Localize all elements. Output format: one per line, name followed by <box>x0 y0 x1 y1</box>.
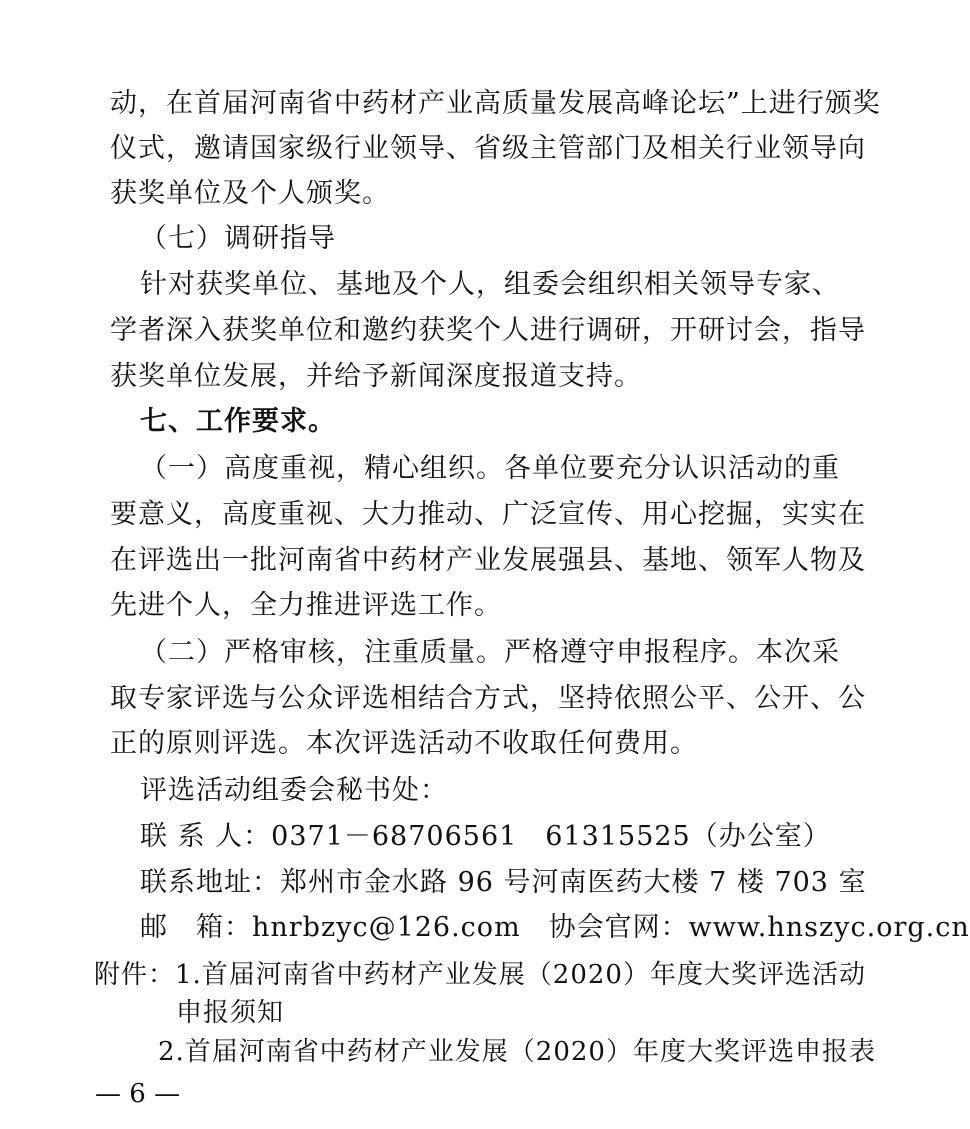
contact-org: 评选活动组委会秘书处： <box>140 775 448 807</box>
paragraph-line: 针对获奖单位、基地及个人，组委会组织相关领导专家、 <box>140 269 840 301</box>
attachment-line: 附件：1.首届河南省中药材产业发展（2020）年度大奖评选活动 <box>94 960 866 991</box>
page-number: — 6 — <box>95 1079 181 1109</box>
paragraph-line: 获奖单位发展，并给予新闻深度报道支持。 <box>110 360 642 392</box>
paragraph-line: 在评选出一批河南省中药材产业发展强县、基地、领军人物及 <box>110 544 866 576</box>
attachment-line: 2.首届河南省中药材产业发展（2020）年度大奖评选申报表 <box>158 1036 876 1067</box>
paragraph-line: 仪式，邀请国家级行业领导、省级主管部门及相关行业领导向 <box>110 132 866 164</box>
attachment-line: 申报须知 <box>176 998 285 1029</box>
paragraph-line: （一）高度重视，精心组织。各单位要充分认识活动的重 <box>140 453 840 485</box>
paragraph-line: 取专家评选与公众评选相结合方式，坚持依照公平、公开、公 <box>110 682 866 714</box>
contact-email: 邮 箱：hnrbzyc@126.com 协会官网：www.hnszyc.org.cn <box>140 912 970 944</box>
paragraph-line: 动，在首届河南省中药材产业高质量发展高峰论坛”上进行颁奖 <box>110 88 881 119</box>
contact-phone: 联 系 人：0371－68706561 61315525（办公室） <box>140 820 831 852</box>
section-heading: 七、工作要求。 <box>140 406 336 438</box>
section-heading: （七）调研指导 <box>140 223 336 255</box>
paragraph-line: 正的原则评选。本次评选活动不收取任何费用。 <box>110 728 698 760</box>
paragraph-line: 学者深入获奖单位和邀约获奖个人进行调研，开研讨会，指导 <box>110 314 866 346</box>
paragraph-line: 获奖单位及个人颁奖。 <box>110 177 390 209</box>
paragraph-line: 要意义，高度重视、大力推动、广泛宣传、用心挖掘，实实在 <box>110 498 866 530</box>
paragraph-line: 先进个人，全力推进评选工作。 <box>110 590 502 622</box>
paragraph-line: （二）严格审核，注重质量。严格遵守申报程序。本次采 <box>140 636 840 668</box>
contact-address: 联系地址：郑州市金水路 96 号河南医药大楼 7 楼 703 室 <box>140 866 867 898</box>
